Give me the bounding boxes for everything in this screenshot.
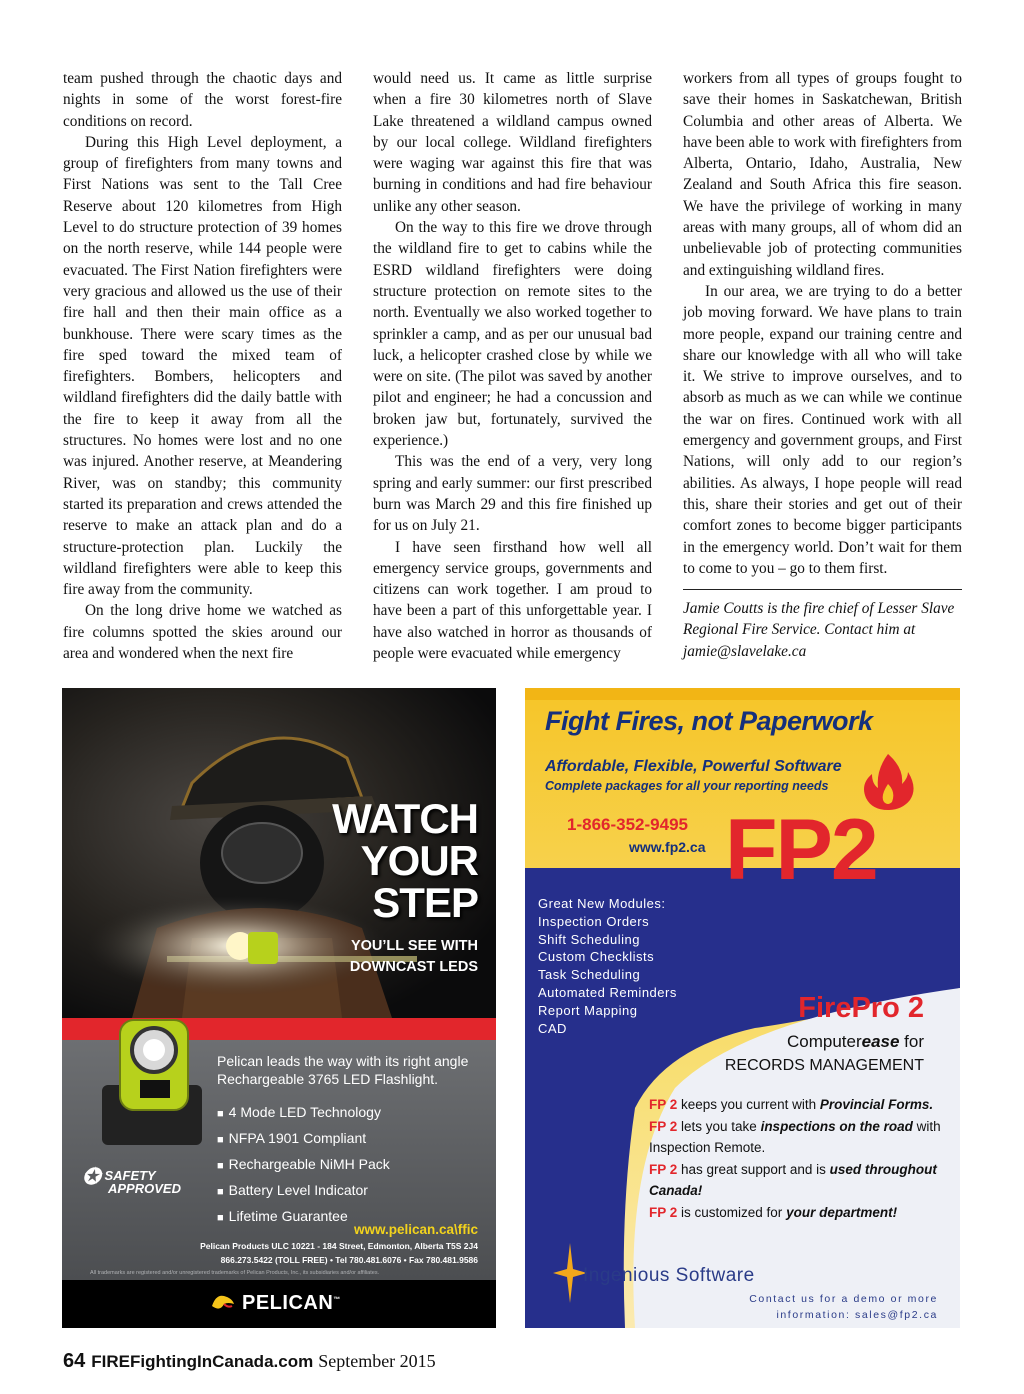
article-paragraph: This was the end of a very, very long spring and early summer: our first prescribed burn was March 29 and this fire finished up for us on July 21.	[373, 453, 652, 535]
product-intro: Pelican leads the way with its right angle Rechargeable 3765 LED Flashlight.	[217, 1053, 469, 1087]
subheadline-line: YOU’LL SEE WITH	[350, 938, 478, 954]
feature-item: ■ 4 Mode LED Technology	[217, 1100, 390, 1126]
shield-icon: ✪	[82, 1164, 101, 1189]
pelican-advertisement[interactable]	[62, 688, 496, 1328]
article-paragraph: In our area, we are trying to do a better job moving forward. We have plans to train more people, expand our training centre and share our knowledge with all who will take it. We strive to improve ourselves, and to absorb as much as we can while we continue the war on fires. Continued work with all emergency and government groups, and First Nations, will only add to our region’s abilities. As always, I hope people will read this, share their stories and get out of their comfort zones to become bigger participants in the emergency world. Don’t wait for them to come to you – go to them first.	[683, 282, 962, 577]
modules-list	[538, 895, 677, 1037]
module-item: Automated Reminders	[538, 984, 677, 1000]
module-item: Shift Scheduling	[538, 931, 640, 947]
bio-divider	[683, 589, 962, 590]
module-item: Inspection Orders	[538, 913, 650, 929]
module-item: Custom Checklists	[538, 949, 655, 965]
article-paragraph: On the way to this fire we drove through the wildland fire to get to cabins while the ESRD wildland firefighters were doing structure protection on remote sites to the north. Eventually we also worked together to sprinkler a camp, and as per our unusual bad luck, a helicopter crashed close by while we were on site. (The pilot was saved by another pilot and engineer; he had a concussion and broken jaw but, fortunately, survived the experience.)	[373, 219, 652, 450]
pelican-url-link[interactable]: www.pelican.ca\ffic	[353, 1222, 478, 1237]
magazine-site: FIREFightingInCanada.com	[91, 1352, 314, 1371]
contact-email[interactable]: information: sales@fp2.ca	[776, 1309, 938, 1321]
pelican-phones: 866.273.5422 (TOLL FREE) • Tel 780.481.6076 • Fax 780.481.9586	[220, 1255, 478, 1265]
benefit-item: FP 2 keeps you current with Provincial Forms.	[649, 1097, 934, 1112]
headline-line: YOUR	[360, 837, 478, 884]
fp2-benefits	[649, 1094, 949, 1224]
author-bio: Jamie Coutts is the fire chief of Lesser Slave Regional Fire Service. Contact him at jamie@slavelake.ca	[683, 600, 955, 660]
module-item: CAD	[538, 1020, 567, 1036]
module-item: Report Mapping	[538, 1002, 638, 1018]
module-item: Task Scheduling	[538, 967, 641, 983]
article-paragraph: During this High Level deployment, a group of firefighters from many towns and First Nations was sent to the Tall Cree Reserve about 120 kilometres from High Level to do structure protection of 39 homes on the north reserve, while 144 people were evacuated. The First Nation firefighters were very gracious and allowed us the use of their fire hall and then their main office as a bunkhouse. There were scary times as the fire sped toward the mixed team of firefighters. Bombers, helicopters and wildland firefighters did the daily battle with the fire to keep it away from all the structures. No homes were lost and no one was injured. Another reserve, at Meandering River, was on standby; this community started its preparation and crews attended the reserve to make an attack plan and do a structure-protection plan. Luckily the wildland firefighters were able to keep this fire away from the community.	[63, 133, 342, 599]
fp2-website-link[interactable]: www.fp2.ca	[629, 839, 706, 855]
feature-item: ■ Battery Level Indicator	[217, 1178, 390, 1204]
page-number: 64	[63, 1350, 86, 1372]
fp2-phone[interactable]: 1-866-352-9495	[567, 815, 688, 834]
trademark-notice: All trademarks are registered and/or unregistered trademarks of Pelican Products, Inc., its subsidiaries and/or affiliates.	[90, 1270, 380, 1276]
article-paragraph: would need us. It came as little surprise when a fire 30 kilometres north of Slave Lake threatened a wildland campus owned by our local college. Wildland firefighters were waging war against this fire that was burning in conditions and had fire behaviour unlike any other season.	[373, 70, 652, 215]
feature-list	[217, 1100, 390, 1230]
company-name: Ingenious Software	[583, 1265, 755, 1286]
article-paragraph: team pushed through the chaotic days and nights in some of the worst forest-fire conditions on record.	[63, 70, 342, 130]
feature-item: ■ Lifetime Guarantee	[217, 1204, 390, 1230]
product-panel	[62, 1040, 496, 1280]
benefit-item: FP 2 is customized for your department!	[649, 1204, 898, 1220]
records-management-label: RECORDS MANAGEMENT	[724, 1057, 924, 1074]
pelican-bird-icon	[210, 1292, 236, 1314]
fp2-tagline: Complete packages for all your reporting needs	[545, 779, 829, 793]
article-paragraph: On the long drive home we watched as fire columns spotted the skies around our area and wondered when the next fire	[63, 602, 342, 663]
computer-ease-slogan: Computerease for	[786, 1032, 924, 1051]
fp2-subtitle: Affordable, Flexible, Powerful Software	[545, 758, 842, 775]
benefit-item: FP 2 lets you take inspections on the road with Inspection Remote.	[649, 1118, 941, 1156]
safety-approved-badge: ✪ SAFETY APPROVED	[82, 1164, 181, 1196]
flashlight-icon	[92, 1010, 207, 1150]
feature-item: ■ NFPA 1901 Compliant	[217, 1126, 390, 1152]
benefit-item: FP 2 has great support and is used throughout Canada!	[649, 1161, 937, 1199]
fp2-advertisement[interactable]	[525, 688, 960, 1328]
article-column-2	[373, 68, 652, 664]
contact-line: Contact us for a demo or more	[749, 1293, 938, 1305]
ingenious-star-icon	[553, 1243, 587, 1303]
ad-subheadline	[350, 936, 478, 978]
ad-headline	[332, 795, 478, 926]
modules-heading: Great New Modules:	[538, 896, 666, 911]
fp2-contact[interactable]	[749, 1291, 938, 1323]
headline-line: WATCH	[332, 795, 478, 842]
fp2-title: Fight Fires, not Paperwork	[545, 706, 873, 736]
feature-item: ■ Rechargeable NiMH Pack	[217, 1152, 390, 1178]
subheadline-line: DOWNCAST LEDS	[349, 959, 478, 975]
fp2-logo: FP2	[725, 802, 877, 898]
issue-date: September 2015	[318, 1351, 436, 1371]
pelican-logo: PELICAN™	[210, 1292, 341, 1315]
pelican-logo-bar	[62, 1280, 496, 1328]
article-column-3	[683, 68, 962, 662]
pelican-contact-info	[200, 1239, 478, 1267]
article-column-1	[63, 68, 342, 664]
article-paragraph: I have seen firsthand how well all emergency service groups, governments and citizens can work together. I am proud to have been a part of this unforgettable year. I have also watched in horror as thousands of people were evacuated while emergency	[373, 538, 652, 663]
pelican-address: Pelican Products ULC 10221 - 184 Street, Edmonton, Alberta T5S 2J4	[200, 1241, 478, 1251]
article-paragraph: workers from all types of groups fought to save their homes in Saskatchewan, British Columbia and other areas of Alberta. We have been able to work with firefighters from Alberta, Ontario, Idaho, Australia, New Zealand and South Africa this fire season. We have the privilege of working in many areas with many groups, all of whom did an unbelievable job of protecting communities and extinguishing wildland fires.	[683, 70, 962, 279]
page-footer	[63, 1350, 436, 1373]
headline-line: STEP	[372, 879, 478, 926]
product-name: FirePro 2	[798, 992, 924, 1024]
